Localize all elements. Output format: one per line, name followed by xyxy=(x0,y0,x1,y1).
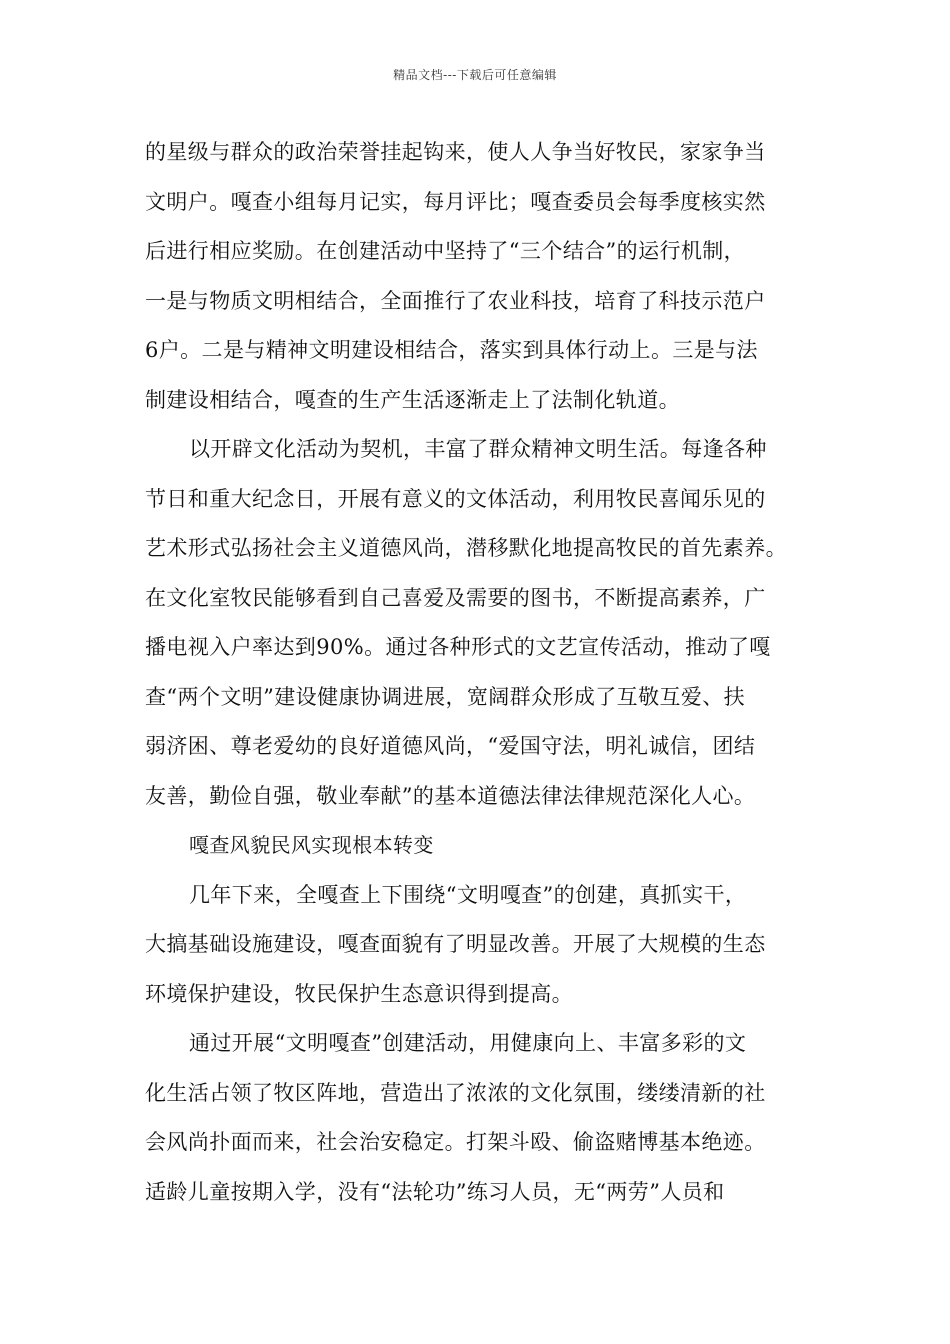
text-line: 环境保护建设，牧民保护生态意识得到提高。 xyxy=(145,981,573,1006)
text-line: 化生活占领了牧区阵地，营造出了浓浓的文化氛围，缕缕清新的社 xyxy=(145,1080,766,1105)
text-line: 制建设相结合，嘎查的生产生活逐渐走上了法制化轨道。 xyxy=(145,387,680,412)
document-body xyxy=(145,128,810,1217)
text-line: 适龄儿童按期入学，没有“法轮功”练习人员，无“两劳”人员和 xyxy=(145,1179,725,1204)
section-heading: 嘎查风貌民风实现根本转变 xyxy=(189,833,434,857)
text-line: 大搞基础设施建设，嘎查面貌有了明显改善。开展了大规模的生态 xyxy=(145,932,766,956)
text-line: 几年下来，全嘎查上下围绕“文明嘎查”的创建，真抓实干， xyxy=(189,882,747,907)
text-line: 的星级与群众的政治荣誉挂起钩来，使人人争当好牧民，家家争当 xyxy=(145,140,766,164)
text-line: 通过开展“文明嘎查”创建活动，用健康向上、丰富多彩的文 xyxy=(189,1031,747,1055)
text-line: 播电视入户率达到90%。通过各种形式的文艺宣传活动，推动了嘎 xyxy=(145,635,771,659)
text-line: 艺术形式弘扬社会主义道德风尚，潜移默化地提高牧民的首先素养。 xyxy=(145,536,787,560)
text-line: 文明户。嘎查小组每月记实，每月评比；嘎查委员会每季度核实然 xyxy=(145,189,766,214)
text-line: 查“两个文明”建设健康协调进展，宽阔群众形成了互敬互爱、扶 xyxy=(145,684,746,709)
text-line: 一是与物质文明相结合，全面推行了农业科技，培育了科技示范户 xyxy=(145,288,766,313)
text-line: 会风尚扑面而来，社会治安稳定。打架斗殴、偷盗赌博基本绝迹。 xyxy=(145,1130,766,1154)
text-line: 在文化室牧民能够看到自己喜爱及需要的图书，不断提高素养，广 xyxy=(145,585,766,610)
page-header: 精品文档---下载后可任意编辑 xyxy=(393,68,557,82)
text-line: 节日和重大纪念日，开展有意义的文体活动，利用牧民喜闻乐见的 xyxy=(145,486,766,511)
text-line: 友善，勤俭自强，敬业奉献”的基本道德法律法律规范深化人心。 xyxy=(145,783,756,808)
text-line: 以开辟文化活动为契机，丰富了群众精神文明生活。每逢各种 xyxy=(189,437,767,461)
text-line: 6户。二是与精神文明建设相结合，落实到具体行动上。三是与法 xyxy=(145,338,758,362)
text-line: 后进行相应奖励。在创建活动中坚持了“三个结合”的运行机制， xyxy=(145,239,746,263)
text-line: 弱济困、尊老爱幼的良好道德风尚，“爱国守法，明礼诚信，团结 xyxy=(145,734,756,758)
